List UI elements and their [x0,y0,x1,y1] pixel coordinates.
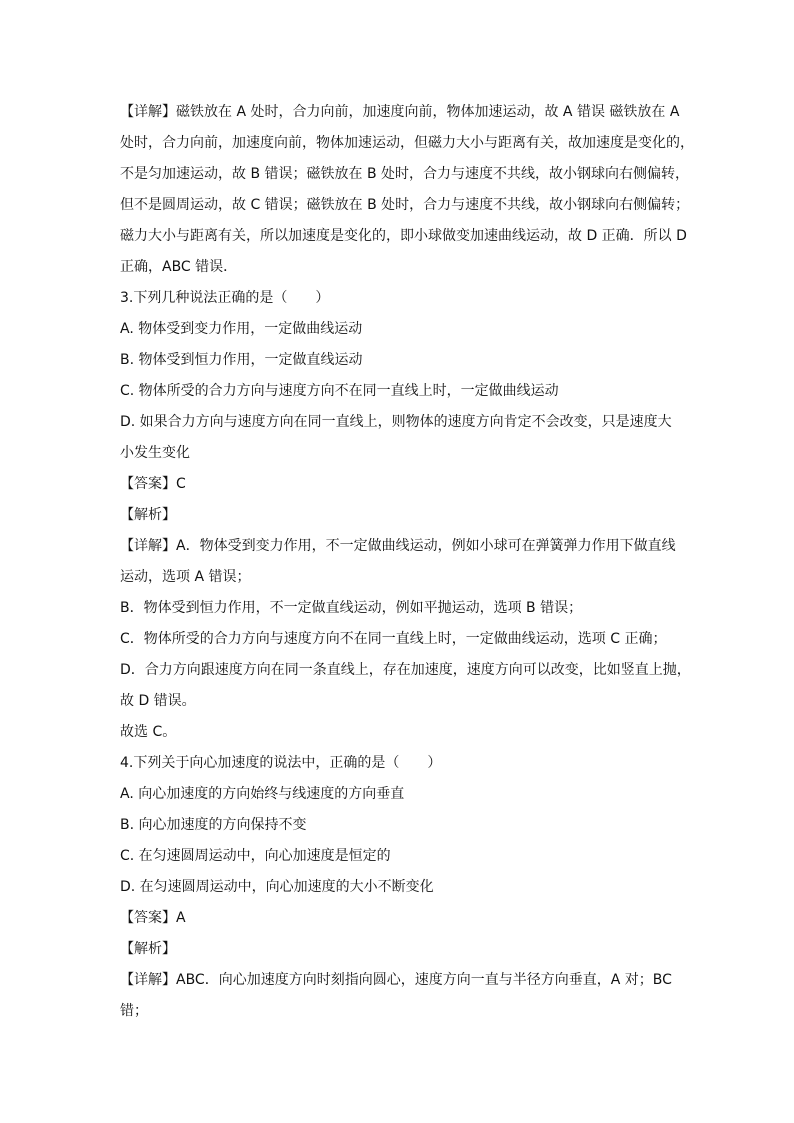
text-line: 【详解】磁铁放在 A 处时，合力向前，加速度向前，物体加速运动，故 A 错误 磁铁放在 A [120,104,680,120]
text-line: 正确，ABC 错误． [120,259,238,275]
text-line: 但不是圆周运动，故 C 错误；磁铁放在 B 处时，合力与速度不共线，故小钢球向右侧偏转； [120,197,690,213]
text-line: 错； [120,1003,148,1019]
question-4-stem: 4.下列关于向心加速度的说法中，正确的是（ ） [120,755,442,771]
text-line: 不是匀加速运动，故 B 错误；磁铁放在 B 处时，合力与速度不共线，故小钢球向右侧偏转， [120,166,690,182]
text-line: 小发生变化 [120,445,190,461]
question-3-stem: 3.下列几种说法正确的是（ ） [120,290,330,306]
text-line: 磁力大小与距离有关，所以加速度是变化的，即小球做变加速曲线运动，故 D 正确．所以 D [120,228,687,244]
text-line: 【详解】A．物体受到变力作用，不一定做曲线运动，例如小球可在弹簧弹力作用下做直线 [120,538,676,554]
question-4-option-d: D. 在匀速圆周运动中，向心加速度的大小不断变化 [120,879,434,895]
question-4-option-b: B. 向心加速度的方向保持不变 [120,817,307,833]
question-3-option-d: D. 如果合力方向与速度方向在同一直线上，则物体的速度方向肯定不会改变，只是速度大 [120,414,672,430]
analysis-label: 【解析】 [120,941,176,957]
question-3-option-b: B. 物体受到恒力作用，一定做直线运动 [120,352,363,368]
answer-label: 【答案】A [120,910,186,926]
text-line: B．物体受到恒力作用，不一定做直线运动，例如平抛运动，选项 B 错误； [120,600,583,616]
question-4-option-a: A. 向心加速度的方向始终与线速度的方向垂直 [120,786,405,802]
text-line: 故 D 错误。 [120,693,196,709]
question-3-option-a: A. 物体受到变力作用，一定做曲线运动 [120,321,363,337]
text-line: 处时，合力向前，加速度向前，物体加速运动，但磁力大小与距离有关，故加速度是变化的， [120,135,694,151]
text-line: 【详解】ABC．向心加速度方向时刻指向圆心，速度方向一直与半径方向垂直，A 对；BC [120,972,672,988]
question-3-option-c: C. 物体所受的合力方向与速度方向不在同一直线上时，一定做曲线运动 [120,383,559,399]
text-line: 运动，选项 A 错误； [120,569,251,585]
answer-label: 【答案】C [120,476,186,492]
analysis-label: 【解析】 [120,507,176,523]
text-line: C．物体所受的合力方向与速度方向不在同一直线上时，一定做曲线运动，选项 C 正确； [120,631,667,647]
question-4-option-c: C. 在匀速圆周运动中，向心加速度是恒定的 [120,848,391,864]
text-line: 故选 C。 [120,724,177,740]
text-line: D．合力方向跟速度方向在同一条直线上，存在加速度，速度方向可以改变，比如竖直上抛， [120,662,691,678]
